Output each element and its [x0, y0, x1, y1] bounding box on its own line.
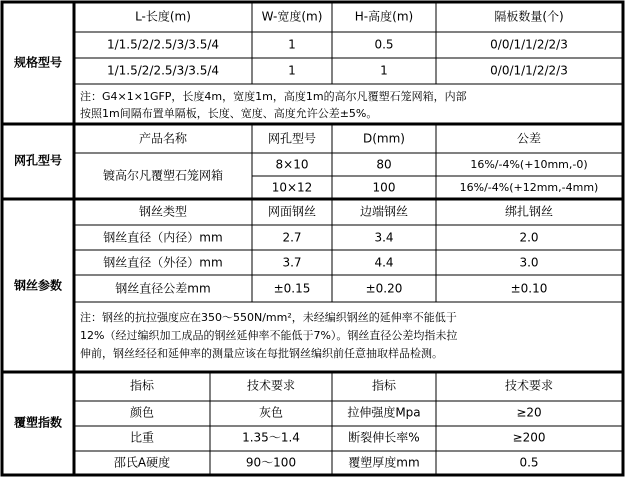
column-header: 绑扎钢丝 [504, 204, 554, 219]
mesh-header-row [139, 131, 541, 146]
column-header: 公差 [516, 131, 542, 146]
table-cell: 10×12 [271, 180, 313, 195]
table-cell: 4.4 [374, 255, 394, 270]
table-cell: 1 [288, 63, 296, 78]
table-cell: 钢丝直径公差mm [115, 281, 211, 296]
table-cell: 2.0 [519, 230, 539, 245]
section-label-wire: 钢丝参数 [13, 278, 63, 293]
column-header: 边端钢丝 [359, 204, 409, 219]
table-cell: 80 [376, 157, 392, 172]
table-cell: 覆塑厚度mm [348, 455, 420, 470]
column-header: 指标 [129, 378, 155, 393]
table-row [130, 430, 545, 445]
table-cell: 0/0/1/1/2/2/3 [490, 37, 568, 52]
wire-note [80, 310, 457, 360]
table-cell: 0/0/1/1/2/2/3 [490, 63, 568, 78]
table-cell: ±0.15 [273, 281, 311, 296]
note-line: 注：G4×1×1GFP，长度4m，宽度1m，高度1m的高尔凡覆塑石笼网箱，内部 [80, 90, 467, 103]
table-row [276, 158, 588, 172]
note-line: 伸前，钢丝经径和延伸率的测量应该在每批钢丝编织前任意抽取样品检测。 [80, 347, 443, 360]
table-cell: 3.7 [282, 255, 302, 270]
column-header: L-长度(m) [135, 9, 191, 24]
table-cell: 1/1.5/2/2.5/3/3.5/4 [106, 63, 220, 78]
table-cell: 钢丝直径（外径）mm [103, 255, 223, 270]
table-cell: ≥200 [512, 430, 546, 445]
table-cell: 灰色 [258, 405, 284, 420]
table-cell: 1 [288, 37, 296, 52]
column-header: 网孔型号 [267, 131, 317, 146]
table-cell: 3.0 [519, 255, 539, 270]
column-header: H-高度(m) [354, 9, 414, 24]
column-header: 隔板数量(个) [494, 9, 564, 24]
spec-header-row [135, 9, 564, 24]
table-cell: 钢丝直径（内径）mm [103, 230, 223, 245]
table-cell: ≥20 [516, 405, 542, 420]
table-cell: 0.5 [374, 37, 394, 52]
column-header: 指标 [371, 378, 397, 393]
column-header: 钢丝类型 [138, 204, 188, 219]
table-cell: 16%/-4%(+12mm,-4mm) [459, 181, 599, 194]
note-line: 注：钢丝的抗拉强度应在350～550N/mm²，未经编织钢丝的延伸率不能低于 [80, 311, 457, 324]
column-header: D(mm) [363, 131, 405, 146]
table-row [115, 281, 547, 296]
table-cell: 8×10 [275, 157, 309, 172]
column-header: 网面钢丝 [267, 204, 317, 219]
column-header: 产品名称 [138, 131, 188, 146]
table-row [272, 181, 599, 195]
column-header: 技术要求 [504, 378, 554, 393]
table-cell: 16%/-4%(+10mm,-0) [470, 158, 588, 171]
table-cell: 拉伸强度Mpa [347, 405, 421, 420]
table-row [130, 405, 542, 420]
table-cell: 3.4 [374, 230, 394, 245]
column-header: 技术要求 [246, 378, 296, 393]
table-row [103, 255, 538, 270]
table-row [107, 64, 568, 78]
table-cell: 断裂伸长率% [348, 430, 420, 445]
column-header: W-宽度(m) [261, 9, 323, 24]
table-row [107, 38, 568, 52]
table-cell: ±0.20 [365, 281, 403, 296]
table-cell: 1.35～1.4 [242, 430, 300, 445]
table-row [103, 230, 538, 245]
note-line: 按照1m间隔布置单隔板，长度、宽度、高度允许公差±5%。 [80, 107, 378, 120]
table-cell: 100 [372, 180, 396, 195]
section-label-coat: 覆塑指数 [13, 415, 63, 430]
wire-header-row [139, 204, 553, 219]
table-cell: 邵氏A硬度 [113, 455, 171, 470]
table-cell: ±0.10 [510, 281, 548, 296]
table-cell: 2.7 [282, 230, 302, 245]
spec-note [80, 89, 467, 120]
table-cell: 1 [380, 63, 388, 78]
section-label-spec: 规格型号 [13, 55, 63, 70]
table-cell: 1/1.5/2/2.5/3/3.5/4 [106, 37, 220, 52]
table-row [114, 455, 539, 470]
table-cell: 比重 [129, 430, 155, 445]
coat-header-row [130, 378, 553, 393]
table-cell: 0.5 [519, 455, 539, 470]
product-name: 镀高尔凡覆塑石笼网箱 [102, 168, 224, 183]
section-label-mesh: 网孔型号 [13, 153, 63, 168]
table-cell: 90～100 [245, 455, 297, 470]
table-cell: 颜色 [129, 405, 155, 420]
note-line: 12%（经过编织加工成品的钢丝延伸率不能低于7%）。钢丝直径公差均指未拉 [80, 329, 458, 342]
